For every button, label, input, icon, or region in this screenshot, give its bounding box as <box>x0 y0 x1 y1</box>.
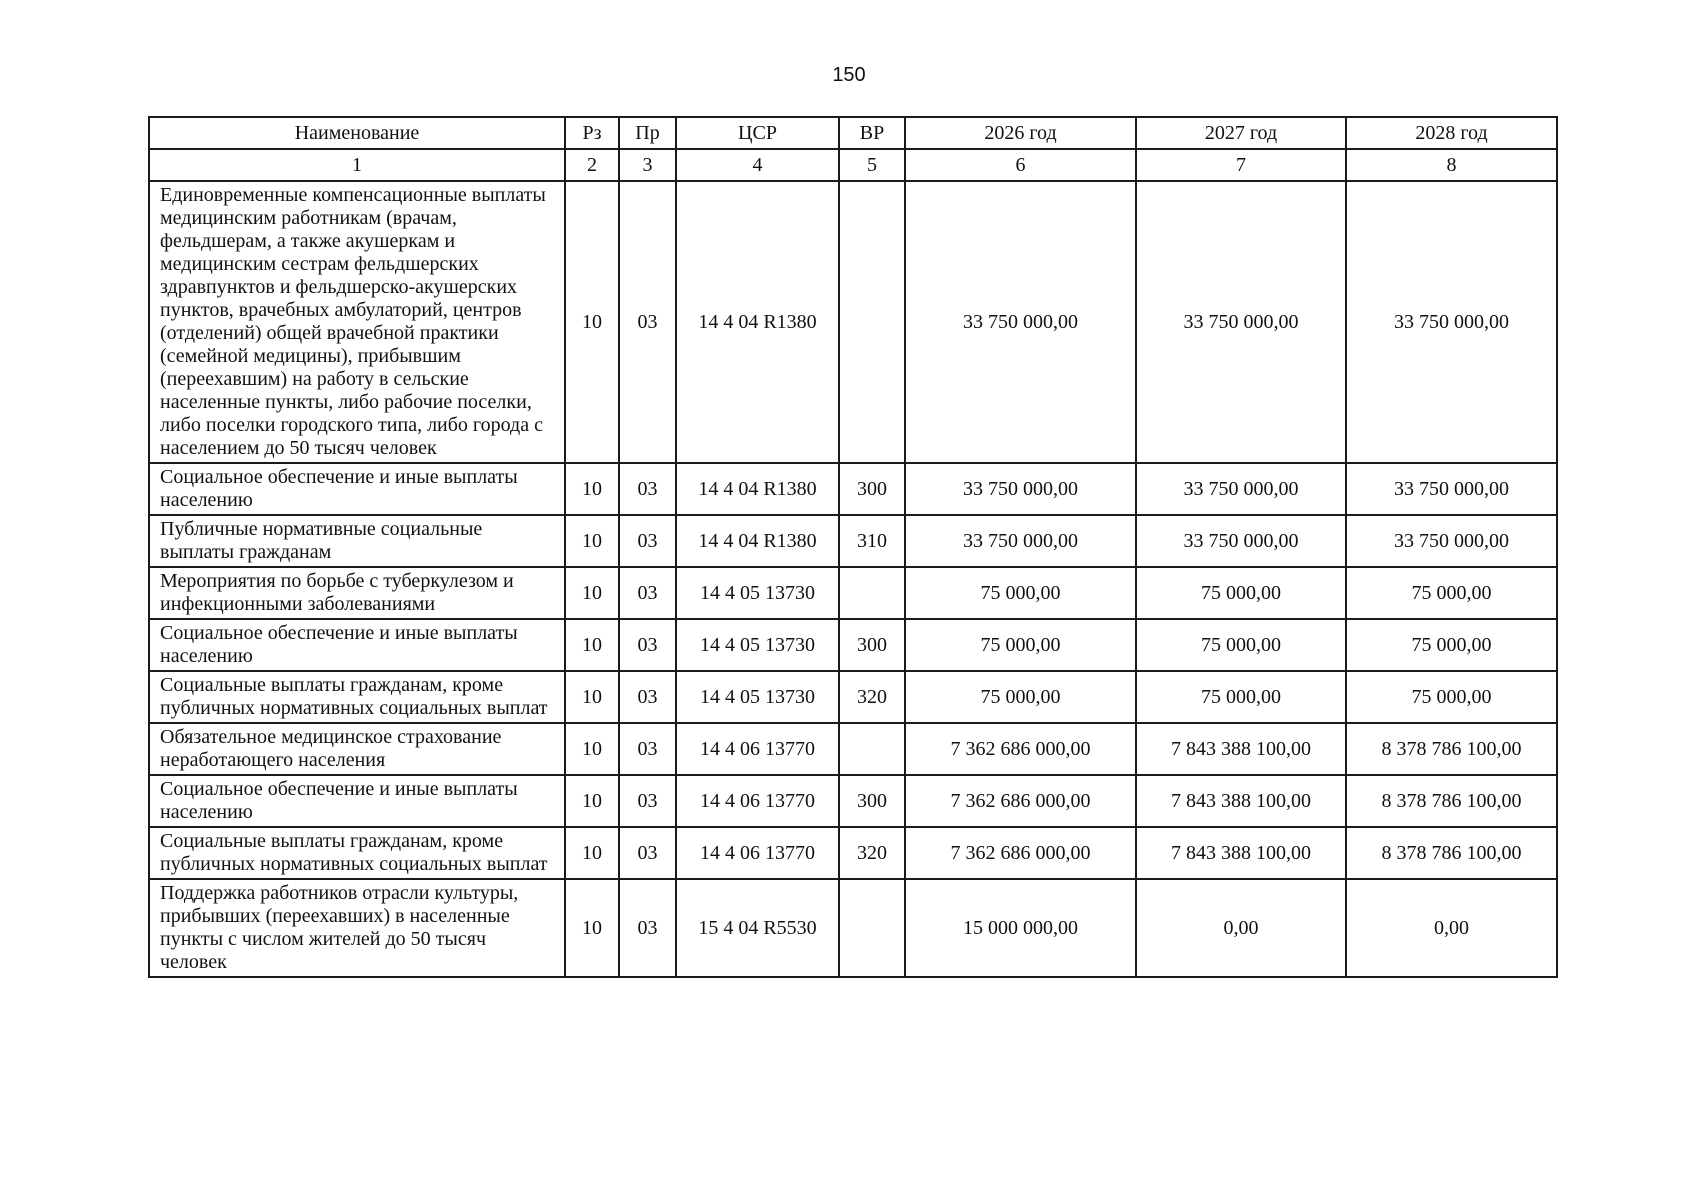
row-2026: 75 000,00 <box>905 567 1136 619</box>
row-2026: 33 750 000,00 <box>905 463 1136 515</box>
row-pr: 03 <box>619 181 676 463</box>
row-rz: 10 <box>565 515 619 567</box>
column-number: 3 <box>619 149 676 181</box>
row-2028: 8 378 786 100,00 <box>1346 827 1557 879</box>
header-2028: 2028 год <box>1346 117 1557 149</box>
budget-table <box>148 116 1558 978</box>
row-vr: 310 <box>839 515 905 567</box>
column-number: 6 <box>905 149 1136 181</box>
row-csr: 15 4 04 R5530 <box>676 879 839 977</box>
row-pr: 03 <box>619 775 676 827</box>
row-rz: 10 <box>565 567 619 619</box>
row-name: Обязательное медицинское страхование неработающего населения <box>149 723 565 775</box>
row-pr: 03 <box>619 671 676 723</box>
table-row <box>149 671 1557 723</box>
row-rz: 10 <box>565 463 619 515</box>
row-2028: 33 750 000,00 <box>1346 181 1557 463</box>
header-rz: Рз <box>565 117 619 149</box>
header-pr: Пр <box>619 117 676 149</box>
row-2028: 75 000,00 <box>1346 619 1557 671</box>
header-2027: 2027 год <box>1136 117 1346 149</box>
row-name: Единовременные компенсационные выплаты медицинским работникам (врачам, фельдшерам, а также акушеркам и медицинским сестрам фельдшерских здравпунктов и фельдшерско-акушерских пунктов, врачебных амбулаторий, центров (отделений) общей врачебной практики (семейной медицины), прибывшим (переехавшим) на работу в сельские населенные пункты, либо рабочие поселки, либо поселки городского типа, либо города с населением до 50 тысяч человек <box>149 181 565 463</box>
column-number: 5 <box>839 149 905 181</box>
row-2028: 33 750 000,00 <box>1346 515 1557 567</box>
table-row <box>149 879 1557 977</box>
page-number: 150 <box>832 64 866 86</box>
row-2027: 33 750 000,00 <box>1136 463 1346 515</box>
table-row <box>149 723 1557 775</box>
row-2026: 75 000,00 <box>905 619 1136 671</box>
table-row <box>149 775 1557 827</box>
row-name: Мероприятия по борьбе с туберкулезом и инфекционными заболеваниями <box>149 567 565 619</box>
row-2028: 8 378 786 100,00 <box>1346 775 1557 827</box>
row-2026: 7 362 686 000,00 <box>905 723 1136 775</box>
row-2028: 75 000,00 <box>1346 567 1557 619</box>
row-vr: 300 <box>839 619 905 671</box>
row-vr <box>839 723 905 775</box>
row-pr: 03 <box>619 463 676 515</box>
row-2026: 15 000 000,00 <box>905 879 1136 977</box>
row-name: Социальное обеспечение и иные выплаты населению <box>149 775 565 827</box>
row-rz: 10 <box>565 619 619 671</box>
row-2027: 75 000,00 <box>1136 671 1346 723</box>
row-2028: 75 000,00 <box>1346 671 1557 723</box>
row-pr: 03 <box>619 515 676 567</box>
table-row <box>149 567 1557 619</box>
row-name: Поддержка работников отрасли культуры, прибывших (переехавших) в населенные пункты с числом жителей до 50 тысяч человек <box>149 879 565 977</box>
row-vr: 320 <box>839 827 905 879</box>
row-2026: 7 362 686 000,00 <box>905 827 1136 879</box>
row-csr: 14 4 04 R1380 <box>676 463 839 515</box>
row-2026: 33 750 000,00 <box>905 515 1136 567</box>
row-csr: 14 4 05 13730 <box>676 619 839 671</box>
row-2028: 33 750 000,00 <box>1346 463 1557 515</box>
row-2027: 0,00 <box>1136 879 1346 977</box>
row-pr: 03 <box>619 723 676 775</box>
row-vr <box>839 879 905 977</box>
header-row <box>149 117 1557 149</box>
row-csr: 14 4 06 13770 <box>676 775 839 827</box>
row-csr: 14 4 05 13730 <box>676 567 839 619</box>
row-pr: 03 <box>619 567 676 619</box>
row-name: Публичные нормативные социальные выплаты гражданам <box>149 515 565 567</box>
row-pr: 03 <box>619 827 676 879</box>
row-rz: 10 <box>565 879 619 977</box>
table-row <box>149 515 1557 567</box>
row-2027: 7 843 388 100,00 <box>1136 827 1346 879</box>
row-2027: 7 843 388 100,00 <box>1136 775 1346 827</box>
table-row <box>149 463 1557 515</box>
row-vr: 300 <box>839 775 905 827</box>
column-number: 1 <box>149 149 565 181</box>
row-csr: 14 4 06 13770 <box>676 827 839 879</box>
row-rz: 10 <box>565 671 619 723</box>
row-rz: 10 <box>565 723 619 775</box>
table-row <box>149 619 1557 671</box>
header-2026: 2026 год <box>905 117 1136 149</box>
row-name: Социальные выплаты гражданам, кроме публичных нормативных социальных выплат <box>149 671 565 723</box>
row-rz: 10 <box>565 827 619 879</box>
row-vr: 320 <box>839 671 905 723</box>
row-pr: 03 <box>619 879 676 977</box>
row-name: Социальные выплаты гражданам, кроме публичных нормативных социальных выплат <box>149 827 565 879</box>
table-row <box>149 181 1557 463</box>
table-row <box>149 827 1557 879</box>
column-number-row <box>149 149 1557 181</box>
row-2026: 33 750 000,00 <box>905 181 1136 463</box>
header-csr: ЦСР <box>676 117 839 149</box>
row-2026: 75 000,00 <box>905 671 1136 723</box>
row-vr <box>839 181 905 463</box>
row-pr: 03 <box>619 619 676 671</box>
row-rz: 10 <box>565 181 619 463</box>
row-vr: 300 <box>839 463 905 515</box>
row-vr <box>839 567 905 619</box>
header-name: Наименование <box>149 117 565 149</box>
column-number: 8 <box>1346 149 1557 181</box>
row-name: Социальное обеспечение и иные выплаты населению <box>149 619 565 671</box>
row-csr: 14 4 04 R1380 <box>676 515 839 567</box>
row-2027: 7 843 388 100,00 <box>1136 723 1346 775</box>
row-2027: 75 000,00 <box>1136 567 1346 619</box>
row-2027: 75 000,00 <box>1136 619 1346 671</box>
row-2028: 0,00 <box>1346 879 1557 977</box>
header-vr: ВР <box>839 117 905 149</box>
row-2026: 7 362 686 000,00 <box>905 775 1136 827</box>
column-number: 7 <box>1136 149 1346 181</box>
row-csr: 14 4 05 13730 <box>676 671 839 723</box>
column-number: 2 <box>565 149 619 181</box>
row-rz: 10 <box>565 775 619 827</box>
row-name: Социальное обеспечение и иные выплаты населению <box>149 463 565 515</box>
row-2027: 33 750 000,00 <box>1136 181 1346 463</box>
row-2028: 8 378 786 100,00 <box>1346 723 1557 775</box>
row-2027: 33 750 000,00 <box>1136 515 1346 567</box>
column-number: 4 <box>676 149 839 181</box>
row-csr: 14 4 04 R1380 <box>676 181 839 463</box>
row-csr: 14 4 06 13770 <box>676 723 839 775</box>
